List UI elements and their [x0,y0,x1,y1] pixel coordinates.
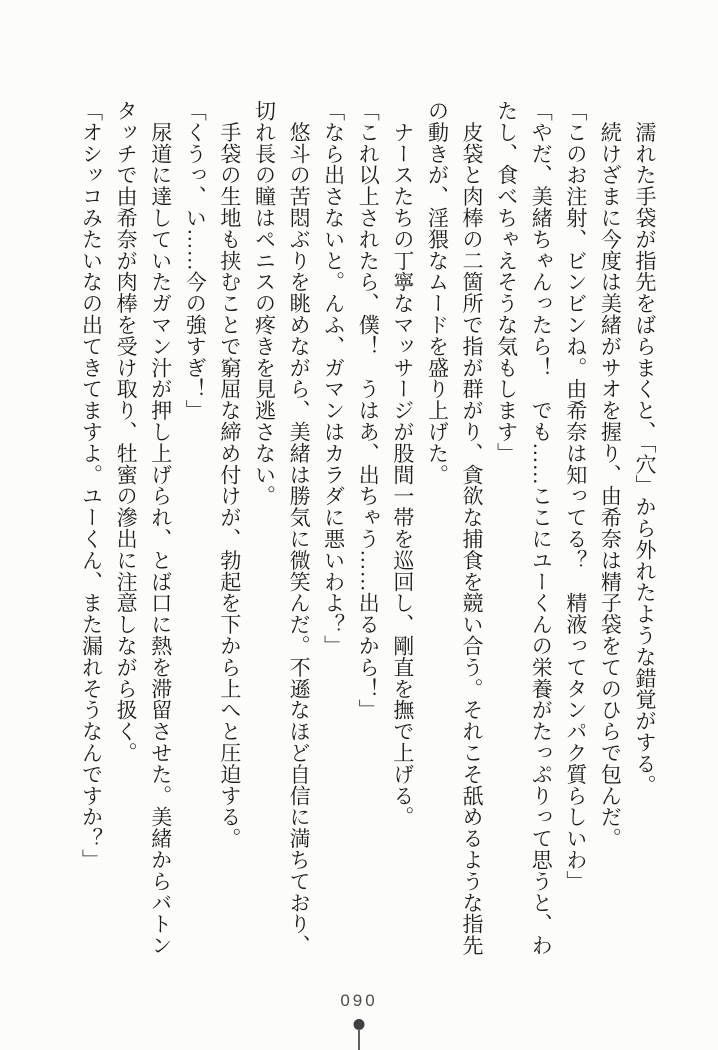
footer-line-mark [358,1029,360,1050]
text-line: 濡れた手袋が指先をばらまくと、「穴」から外れたような錯覚がする。 [633,100,657,796]
text-line: たし、食べちゃえそうな気もします」 [494,100,519,464]
body-text [74,100,662,966]
text-line: タッチで由希奈が肉棒を受け取り、牡蜜の滲出に注意しながら扱く。 [114,100,139,764]
text-line: 「なら出さないと。んふ、ガマンはカラダに悪いわよ？」 [321,100,346,657]
text-line: 皮袋と肉棒の二箇所で指が群がり、貪欲な捕食を競い合う。それこそ舐めるような指先 [460,100,485,956]
text-line: ナースたちの丁寧なマッサージが股間一帯を巡回し、剛直を撫で上げる。 [390,100,415,828]
text-line: 「このお注射、ビンビンね。由希奈は知ってる？ 精液ってタンパク質らしいわ」 [563,100,588,892]
text-line: 手袋の生地も挟むことで窮屈な締め付けが、勃起を下から上へと圧迫する。 [217,100,242,849]
text-line: 尿道に達していたガマン汁が押し上げられ、とば口に熱を滞留させた。美緒からバトン [148,100,173,956]
text-line: 「これ以上されたら、僕！ うはあ、出ちゃう……出るから！」 [356,100,381,721]
text-line: の動きが、淫猥なムードを盛り上げた。 [425,100,450,486]
text-line: 「やだ、美緒ちゃんったら！ でも……ここにユーくんの栄養がたっぷりって思うと、わ [529,100,554,956]
text-line: 悠斗の苦悶ぶりを眺めながら、美緒は勝気に微笑んだ。不遜なほど自信に満ちており、 [287,100,312,956]
page-number: 090 [340,991,378,1010]
text-line: 切れ長の瞳はペニスの疼きを見逃さない。 [252,100,277,507]
text-line: 「オシッコみたいなの出てきてますよ。ユーくん、また漏れそうなんですか？」 [79,100,104,871]
text-line: 続けざまに今度は美緒がサオを握り、由希奈は精子袋をてのひらで包んだ。 [598,100,623,849]
text-line: 「くうっ、い……今の強すぎ！」 [183,100,208,421]
